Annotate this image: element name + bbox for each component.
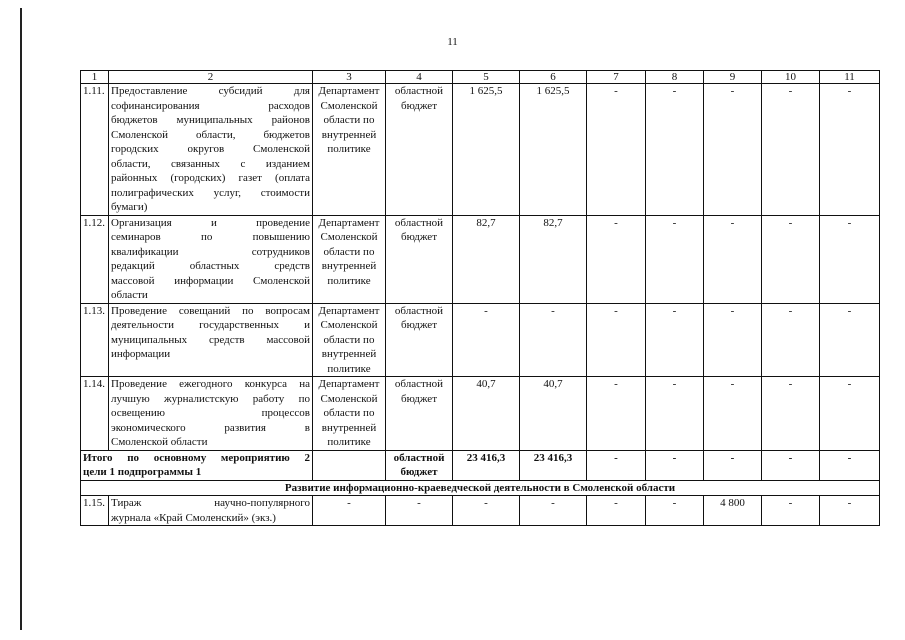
total-year: - <box>820 450 880 480</box>
row-funding-source: областной бюджет <box>386 377 453 451</box>
cell-total: - <box>453 303 520 377</box>
total-label: Итого по основному мероприятию 2 цели 1 подпрограммы 1 <box>81 450 313 480</box>
column-number: 5 <box>453 71 520 84</box>
column-number: 2 <box>109 71 313 84</box>
cell-total: 1 625,5 <box>453 84 520 216</box>
total-funding-source: областной бюджет <box>386 450 453 480</box>
cell-total: - <box>453 496 520 526</box>
row-executor: Департамент Смоленской области по внутренней политике <box>313 84 386 216</box>
cell-year: - <box>587 303 646 377</box>
cell-year: - <box>587 84 646 216</box>
cell-year: - <box>820 84 880 216</box>
row-description: Организация и проведение семинаров по повышению квалификации сотрудников редакций областных средств массовой информации Смоленской области <box>109 215 313 303</box>
cell-year: - <box>587 496 646 526</box>
column-number: 8 <box>646 71 704 84</box>
table-row <box>81 377 880 451</box>
cell-year: 82,7 <box>520 215 587 303</box>
column-number: 10 <box>762 71 820 84</box>
cell-year: - <box>646 496 704 526</box>
cell-total: 40,7 <box>453 377 520 451</box>
row-executor: Департамент Смоленской области по внутренней политике <box>313 215 386 303</box>
scan-edge-line <box>20 8 22 630</box>
cell-year: - <box>762 496 820 526</box>
row-description: Тираж научно-популярного журнала «Край Смоленский» (экз.) <box>109 496 313 526</box>
column-number: 9 <box>704 71 762 84</box>
cell-year: - <box>762 84 820 216</box>
cell-year: - <box>820 215 880 303</box>
cell-year: - <box>646 377 704 451</box>
page-number: 11 <box>447 36 458 48</box>
cell-year: - <box>587 215 646 303</box>
cell-year: - <box>587 377 646 451</box>
cell-year: - <box>520 303 587 377</box>
column-number: 11 <box>820 71 880 84</box>
row-executor: Департамент Смоленской области по внутренней политике <box>313 303 386 377</box>
total-sum: 23 416,3 <box>453 450 520 480</box>
row-number: 1.12. <box>81 215 109 303</box>
column-number: 4 <box>386 71 453 84</box>
column-numbers-row <box>81 71 880 84</box>
cell-year: - <box>704 215 762 303</box>
cell-year: - <box>704 303 762 377</box>
total-row <box>81 450 880 480</box>
cell-year: - <box>646 215 704 303</box>
cell-year: - <box>820 377 880 451</box>
column-number: 7 <box>587 71 646 84</box>
row-description: Проведение совещаний по вопросам деятельности государственных и муниципальных средств массовой информации <box>109 303 313 377</box>
table-row <box>81 215 880 303</box>
row-executor: - <box>313 496 386 526</box>
row-number: 1.14. <box>81 377 109 451</box>
row-description: Предоставление субсидий для софинансирования расходов бюджетов муниципальных районов Смоленской области, бюджетов городских округов Смоленской области, связанных с изданием районных (городских) газет (оплата полиграфических услуг, стоимости бумаги) <box>109 84 313 216</box>
cell-year: - <box>520 496 587 526</box>
column-number: 1 <box>81 71 109 84</box>
column-number: 6 <box>520 71 587 84</box>
row-funding-source: - <box>386 496 453 526</box>
cell-year: - <box>762 215 820 303</box>
cell-year: - <box>820 496 880 526</box>
cell-year: - <box>762 303 820 377</box>
table-row <box>81 496 880 526</box>
cell-year: - <box>820 303 880 377</box>
program-table <box>80 70 880 526</box>
row-funding-source: областной бюджет <box>386 84 453 216</box>
cell-year: - <box>704 377 762 451</box>
cell-year: 1 625,5 <box>520 84 587 216</box>
column-number: 3 <box>313 71 386 84</box>
row-number: 1.11. <box>81 84 109 216</box>
cell-year: - <box>704 84 762 216</box>
section-heading-row <box>81 480 880 496</box>
cell-year: 40,7 <box>520 377 587 451</box>
total-year: - <box>587 450 646 480</box>
table-row <box>81 303 880 377</box>
total-year: - <box>762 450 820 480</box>
row-number: 1.13. <box>81 303 109 377</box>
cell-year: - <box>646 303 704 377</box>
row-executor: Департамент Смоленской области по внутренней политике <box>313 377 386 451</box>
row-number: 1.15. <box>81 496 109 526</box>
row-funding-source: областной бюджет <box>386 303 453 377</box>
cell-year: - <box>646 84 704 216</box>
cell-year: 4 800 <box>704 496 762 526</box>
section-title: Развитие информационно-краеведческой деятельности в Смоленской области <box>81 480 880 496</box>
total-year: 23 416,3 <box>520 450 587 480</box>
total-executor <box>313 450 386 480</box>
row-funding-source: областной бюджет <box>386 215 453 303</box>
cell-total: 82,7 <box>453 215 520 303</box>
table-row <box>81 84 880 216</box>
cell-year: - <box>762 377 820 451</box>
total-year: - <box>646 450 704 480</box>
row-description: Проведение ежегодного конкурса на лучшую журналистскую работу по освещению процессов экономического развития в Смоленской области <box>109 377 313 451</box>
total-year: - <box>704 450 762 480</box>
